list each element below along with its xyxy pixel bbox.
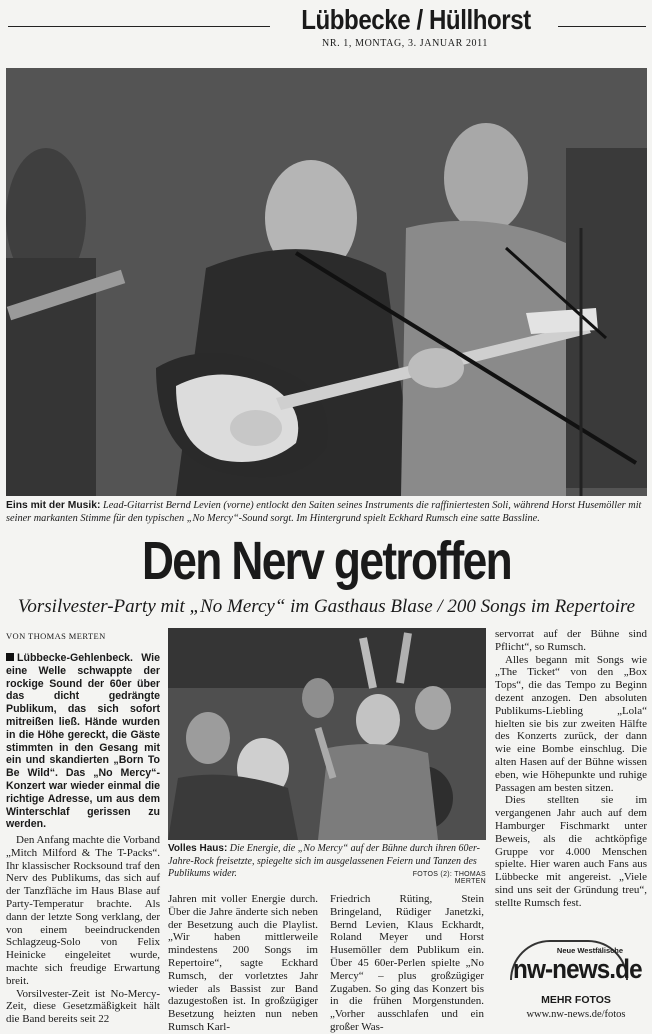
paragraph: Dies stellten sie im vergangenen Jahr auch auf dem Hamburger Fischmarkt unter Beweis, als die achtköpfige Gruppe vor 4.000 Menschen spielte. Hier waren auch Fans aus Lübbecke mit angereist. „Viele sind uns seit der Gründung treu“, stellte Rumsch fest. — [495, 794, 647, 909]
headline: Den Nerv getroffen — [141, 531, 512, 591]
article-column-2 — [168, 893, 318, 1034]
band-photo — [6, 68, 647, 496]
masthead-rule-right — [558, 26, 646, 27]
subheadline: Vorsilvester-Party mit „No Mercy“ im Gasthaus Blase / 200 Songs im Repertoire — [17, 596, 636, 617]
paragraph: servorrat auf der Bühne sind Pflicht“, so Rumsch. — [495, 628, 647, 653]
caption-label: Volles Haus: — [168, 843, 228, 854]
masthead-title: Lübbecke / Hüllhorst — [301, 4, 531, 35]
article-column-4 — [495, 628, 647, 910]
article-column-3 — [330, 893, 484, 1034]
byline: VON THOMAS MERTEN — [6, 631, 106, 641]
photo-credit: FOTOS (2): THOMAS MERTEN — [412, 871, 486, 885]
lead-paragraph: Lübbecke-Gehlenbeck. Wie eine Welle schwappte der rockige Sound der 60er über das dicht gedrängte Publikum, das sich sofort mitreißen ließ. Hände wurden in die Höhe gereckt, die Gäste stimmten in den Gesang mit ein und skandierten „Born To Be Wild“. Das „No Mercy“-Konzert war wieder einmal die richtige Adresse, um aus dem Winterschlaf gerissen zu werden. — [6, 652, 160, 831]
caption-text: Die Energie, die „No Mercy“ auf der Bühne durch ihren 60er-Jahre-Rock freisetzte, spiegelte sich im ausgelassenen Feiern und Tanzen des Publikums wider. — [168, 843, 480, 879]
article-column-1 — [6, 834, 160, 1026]
paragraph: Friedrich Rüting, Stein Bringeland, Rüdiger Janetzki, Bernd Levien, Klaus Eckhardt, Roland Meyer und Horst Husemöller dem Publikum ein. Über 45 60er-Perlen spielte „No Mercy“ – plus großzügiger Zugaben. So ging das Konzert bis in die frühen Morgenstunden. „Vorher ausschlafen und ein großer Was- — [330, 893, 484, 1033]
article-column-1-lead — [6, 652, 160, 831]
paragraph: Alles begann mit Songs wie „The Ticket“ von den „Box Tops“, die das Tempo zu Beginn dezent anzogen. Den absoluten Publikums-Liebling „Lola“ hielten sie bis zur zweiten Hälfte des Konzerts zurück, der dann wie eine Bombe einschlug. Die alten Hasen auf der Bühne wissen eben, wie Höhepunkte und ruhige Passagen am besten sitzen. — [495, 653, 647, 794]
masthead-rule-left — [8, 26, 270, 27]
band-photo-caption — [6, 500, 647, 525]
paragraph: Jahren mit voller Energie durch. Über die Jahre änderte sich neben der Besetzung auch die Playlist. „Wir haben mittlerweile mindestens 200 Songs im Repertoire“, sagte Eckhard Rumsch, der vorletztes Jahr wieder als Bassist zur Band dazugestoßen ist. In großzügiger Besetzung heizten nun neben Rumsch Karl- — [168, 893, 318, 1033]
crowd-photo — [168, 628, 486, 840]
caption-text: Lead-Gitarrist Bernd Levien (vorne) entlockt den Saiten seines Instruments die raffiniertesten Soli, während Horst Husemöller mit seiner markanten Stimme für den typischen „No Mercy“-Sound sorgt. Im Hintergrund spielt Eckhard Rumsch eine satte Bassline. — [6, 500, 642, 524]
crowd-photo-image — [168, 628, 486, 840]
paragraph: Den Anfang machte die Vorband „Mitch Milford & The T-Packs“. Ihr klassischer Rocksound traf den Nerv des Publikums, das sich auf der Tanzfläche im Haus Blase auf Party-Temperatur brachte. Als dann der letzte Song verklang, der von einem beeindruckenden Schlagzeug-Solo von Felix Heinicke eingeleitet wurde, machte sich freudige Erwartung breit. — [6, 834, 160, 987]
paragraph: Vorsilvester-Zeit ist No-Mercy-Zeit, diese Gesetzmäßigkeit hält die Band bereits seit 22 — [6, 987, 160, 1026]
masthead — [8, 4, 646, 34]
logo-brand: nw-news.de — [513, 954, 642, 984]
square-bullet-icon — [6, 653, 14, 661]
more-photos-url[interactable]: www.nw-news.de/fotos — [526, 1009, 626, 1020]
logo-paper-name: Neue Westfälische — [556, 946, 624, 955]
band-photo-image — [6, 68, 647, 496]
nw-news-logo[interactable] — [506, 936, 646, 1024]
more-photos-label: MEHR FOTOS — [541, 994, 611, 1006]
dateline: NR. 1, MONTAG, 3. JANUAR 2011 — [322, 38, 488, 49]
caption-label: Eins mit der Musik: — [6, 500, 101, 511]
